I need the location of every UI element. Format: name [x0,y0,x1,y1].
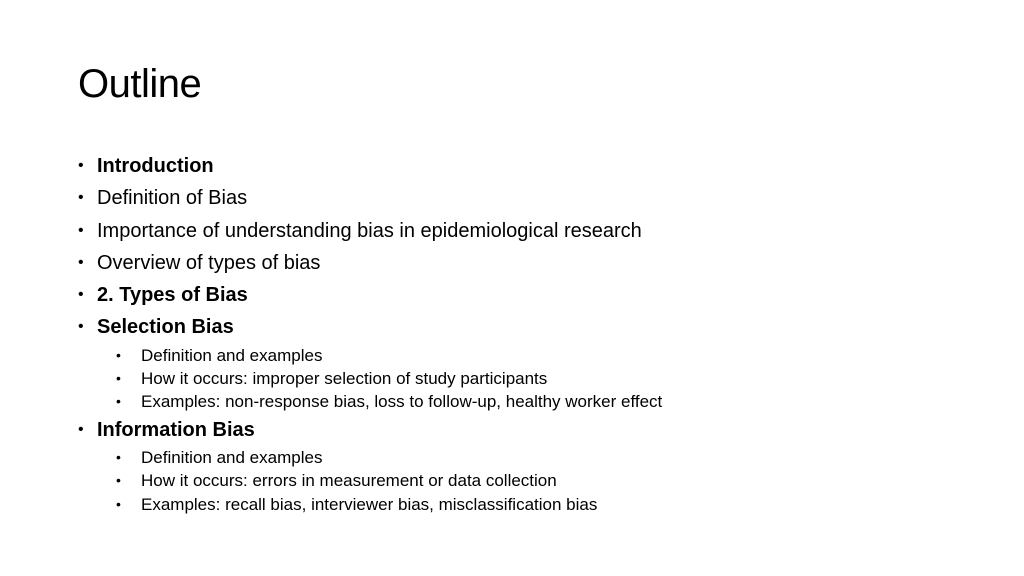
list-item-text: Information Bias [97,418,255,441]
sub-list-item-text: Examples: recall bias, interviewer bias, misclassification bias [141,494,598,514]
sub-list-item-text: How it occurs: errors in measurement or data collection [141,471,557,491]
bullet-list [78,150,978,516]
sub-list-item-text: Definition and examples [141,345,323,365]
sub-list-item-text: Examples: non-response bias, loss to follow-up, healthy worker effect [141,392,663,412]
list-item-text: Introduction [97,155,214,177]
list-item-information-bias [78,414,978,446]
sub-list-item [78,446,978,469]
bullet-icon: • [116,472,121,489]
list-item-text: Overview of types of bias [97,251,321,274]
list-item-types-of-bias [78,279,978,311]
bullet-icon: • [116,370,121,387]
bullet-icon: • [116,448,121,465]
list-item-text: Importance of understanding bias in epidemiological research [97,219,642,242]
sub-list-item-text: How it occurs: improper selection of study participants [141,369,548,389]
list-item-text: Definition of Bias [97,187,248,210]
bullet-icon: • [78,221,84,239]
bullet-icon: • [78,189,84,207]
list-item-importance [78,215,978,247]
sub-list-item-text: Definition and examples [141,447,323,467]
list-item-introduction [78,150,978,182]
list-item-overview [78,247,978,279]
bullet-icon: • [78,253,84,271]
bullet-icon: • [78,318,84,336]
list-item-text: 2. Types of Bias [97,284,248,307]
bullet-icon: • [78,286,84,304]
list-item-text: Selection Bias [97,316,234,339]
bullet-icon: • [78,157,84,174]
bullet-icon: • [116,346,121,363]
bullet-icon: • [116,393,121,410]
sub-list-item [78,469,978,492]
sub-list-item [78,367,978,390]
slide-title: Outline [78,62,202,106]
sub-list-item [78,344,978,367]
sub-list-item [78,493,978,516]
sub-list-item [78,390,978,413]
list-item-selection-bias [78,311,978,343]
bullet-icon: • [116,495,121,512]
bullet-icon: • [78,420,84,438]
list-item-definition-of-bias [78,182,978,214]
